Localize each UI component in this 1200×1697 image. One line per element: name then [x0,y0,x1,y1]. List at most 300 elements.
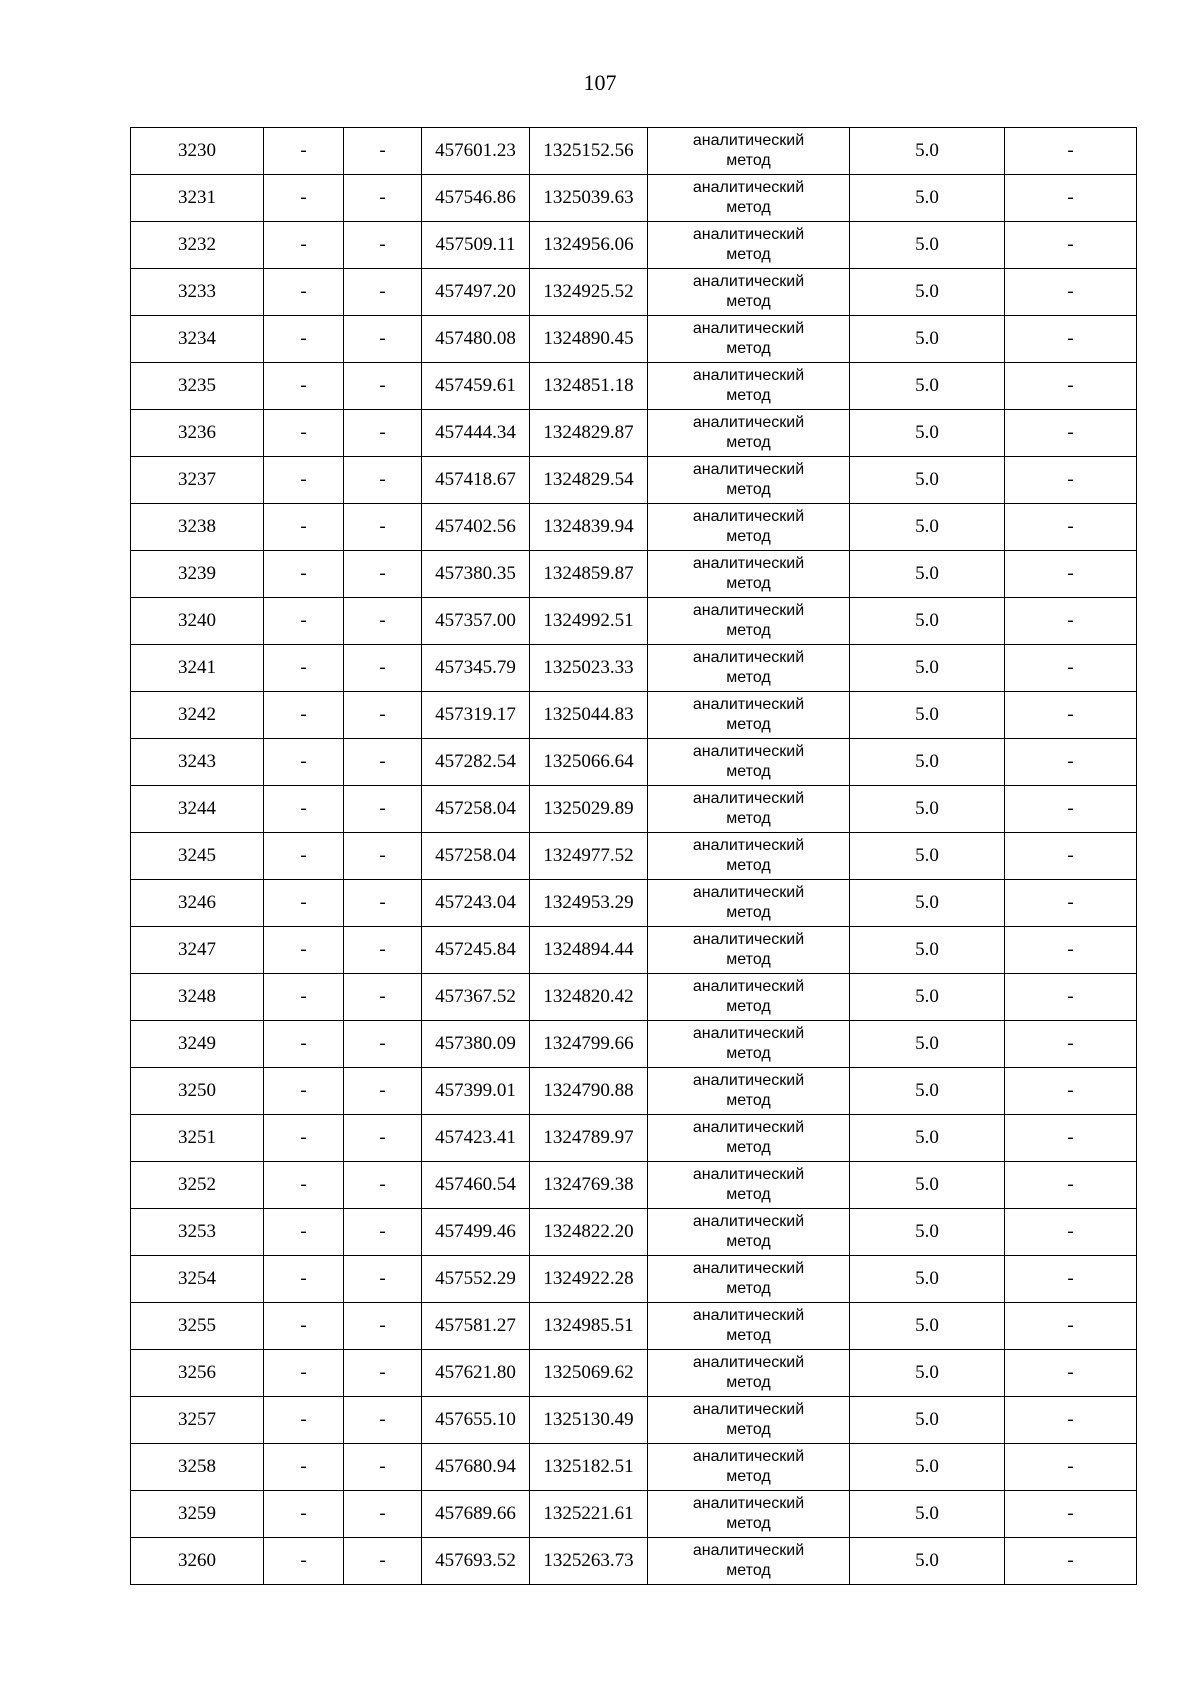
y-coordinate-cell: 1325221.61 [530,1491,648,1538]
table-row [131,1256,1137,1303]
table-row [131,363,1137,410]
note-cell: - [1005,1303,1137,1350]
method-line-2: метод [726,1515,771,1532]
table-row [131,410,1137,457]
table-row [131,1491,1137,1538]
method-line-1: аналитический [692,649,805,666]
point-number-cell: 3243 [131,739,264,786]
x-coordinate-cell: 457693.52 [422,1538,530,1585]
precision-cell: 5.0 [850,974,1005,1021]
note-cell: - [1005,1209,1137,1256]
x-coordinate-cell: 457367.52 [422,974,530,1021]
table-row [131,645,1137,692]
empty-column-2-cell: - [264,739,344,786]
method-line-2: метод [726,481,771,498]
method-line-2: метод [726,293,771,310]
empty-column-2-cell: - [264,1303,344,1350]
method-line-2: метод [726,434,771,451]
y-coordinate-cell: 1325130.49 [530,1397,648,1444]
note-cell: - [1005,551,1137,598]
x-coordinate-cell: 457380.09 [422,1021,530,1068]
method-line-2: метод [726,575,771,592]
method-line-2: метод [726,1139,771,1156]
precision-cell: 5.0 [850,457,1005,504]
method-cell [648,1209,850,1256]
point-number-cell: 3241 [131,645,264,692]
y-coordinate-cell: 1324829.54 [530,457,648,504]
precision-cell: 5.0 [850,410,1005,457]
empty-column-2-cell: - [264,175,344,222]
coordinates-table-body [131,128,1137,1585]
method-cell [648,692,850,739]
method-line-1: аналитический [692,508,805,525]
note-cell: - [1005,927,1137,974]
note-cell: - [1005,1350,1137,1397]
table-row [131,1209,1137,1256]
empty-column-3-cell: - [344,598,422,645]
empty-column-2-cell: - [264,1256,344,1303]
x-coordinate-cell: 457460.54 [422,1162,530,1209]
point-number-cell: 3254 [131,1256,264,1303]
y-coordinate-cell: 1324851.18 [530,363,648,410]
point-number-cell: 3249 [131,1021,264,1068]
method-line-1: аналитический [692,696,805,713]
method-line-1: аналитический [692,1119,805,1136]
note-cell: - [1005,1162,1137,1209]
method-cell [648,551,850,598]
precision-cell: 5.0 [850,833,1005,880]
table-row [131,786,1137,833]
method-cell [648,1491,850,1538]
method-cell [648,1115,850,1162]
x-coordinate-cell: 457380.35 [422,551,530,598]
empty-column-3-cell: - [344,269,422,316]
method-line-2: метод [726,340,771,357]
empty-column-2-cell: - [264,1068,344,1115]
method-cell [648,1397,850,1444]
table-row [131,598,1137,645]
method-line-1: аналитический [692,273,805,290]
note-cell: - [1005,692,1137,739]
x-coordinate-cell: 457480.08 [422,316,530,363]
y-coordinate-cell: 1324953.29 [530,880,648,927]
note-cell: - [1005,504,1137,551]
y-coordinate-cell: 1324925.52 [530,269,648,316]
method-cell [648,645,850,692]
point-number-cell: 3240 [131,598,264,645]
x-coordinate-cell: 457345.79 [422,645,530,692]
method-cell [648,1303,850,1350]
method-line-2: метод [726,1186,771,1203]
method-line-2: метод [726,1468,771,1485]
empty-column-3-cell: - [344,1491,422,1538]
y-coordinate-cell: 1324799.66 [530,1021,648,1068]
x-coordinate-cell: 457655.10 [422,1397,530,1444]
method-cell [648,222,850,269]
empty-column-2-cell: - [264,551,344,598]
method-cell [648,316,850,363]
empty-column-2-cell: - [264,269,344,316]
empty-column-2-cell: - [264,927,344,974]
empty-column-2-cell: - [264,128,344,175]
method-line-2: метод [726,622,771,639]
x-coordinate-cell: 457357.00 [422,598,530,645]
y-coordinate-cell: 1324992.51 [530,598,648,645]
point-number-cell: 3247 [131,927,264,974]
empty-column-3-cell: - [344,974,422,1021]
method-cell [648,269,850,316]
table-row [131,692,1137,739]
point-number-cell: 3251 [131,1115,264,1162]
method-line-2: метод [726,1374,771,1391]
x-coordinate-cell: 457546.86 [422,175,530,222]
note-cell: - [1005,1115,1137,1162]
precision-cell: 5.0 [850,1303,1005,1350]
precision-cell: 5.0 [850,1350,1005,1397]
note-cell: - [1005,1444,1137,1491]
note-cell: - [1005,1491,1137,1538]
precision-cell: 5.0 [850,128,1005,175]
precision-cell: 5.0 [850,1021,1005,1068]
method-line-1: аналитический [692,1354,805,1371]
point-number-cell: 3235 [131,363,264,410]
precision-cell: 5.0 [850,692,1005,739]
method-line-1: аналитический [692,790,805,807]
precision-cell: 5.0 [850,645,1005,692]
x-coordinate-cell: 457402.56 [422,504,530,551]
note-cell: - [1005,739,1137,786]
note-cell: - [1005,880,1137,927]
x-coordinate-cell: 457581.27 [422,1303,530,1350]
y-coordinate-cell: 1325066.64 [530,739,648,786]
table-row [131,1350,1137,1397]
empty-column-3-cell: - [344,1444,422,1491]
x-coordinate-cell: 457258.04 [422,833,530,880]
empty-column-2-cell: - [264,598,344,645]
method-line-1: аналитический [692,1166,805,1183]
method-line-1: аналитический [692,414,805,431]
empty-column-3-cell: - [344,504,422,551]
note-cell: - [1005,1021,1137,1068]
note-cell: - [1005,363,1137,410]
table-row [131,1397,1137,1444]
y-coordinate-cell: 1324822.20 [530,1209,648,1256]
method-cell [648,410,850,457]
empty-column-3-cell: - [344,1303,422,1350]
y-coordinate-cell: 1324985.51 [530,1303,648,1350]
point-number-cell: 3231 [131,175,264,222]
precision-cell: 5.0 [850,222,1005,269]
empty-column-3-cell: - [344,1115,422,1162]
precision-cell: 5.0 [850,1491,1005,1538]
method-line-1: аналитический [692,1213,805,1230]
method-line-2: метод [726,669,771,686]
method-line-1: аналитический [692,1401,805,1418]
method-cell [648,175,850,222]
empty-column-2-cell: - [264,692,344,739]
point-number-cell: 3257 [131,1397,264,1444]
method-line-1: аналитический [692,1542,805,1559]
table-row [131,1021,1137,1068]
x-coordinate-cell: 457497.20 [422,269,530,316]
empty-column-3-cell: - [344,786,422,833]
method-line-1: аналитический [692,461,805,478]
note-cell: - [1005,269,1137,316]
method-line-1: аналитический [692,1025,805,1042]
point-number-cell: 3242 [131,692,264,739]
method-cell [648,1444,850,1491]
method-line-2: метод [726,763,771,780]
point-number-cell: 3237 [131,457,264,504]
empty-column-2-cell: - [264,1491,344,1538]
y-coordinate-cell: 1324839.94 [530,504,648,551]
x-coordinate-cell: 457418.67 [422,457,530,504]
method-line-1: аналитический [692,226,805,243]
empty-column-3-cell: - [344,645,422,692]
empty-column-2-cell: - [264,363,344,410]
point-number-cell: 3250 [131,1068,264,1115]
table-row [131,1068,1137,1115]
x-coordinate-cell: 457399.01 [422,1068,530,1115]
note-cell: - [1005,316,1137,363]
note-cell: - [1005,457,1137,504]
point-number-cell: 3253 [131,1209,264,1256]
precision-cell: 5.0 [850,786,1005,833]
empty-column-3-cell: - [344,410,422,457]
x-coordinate-cell: 457282.54 [422,739,530,786]
table-row [131,833,1137,880]
precision-cell: 5.0 [850,504,1005,551]
method-line-1: аналитический [692,743,805,760]
table-row [131,504,1137,551]
note-cell: - [1005,175,1137,222]
method-line-2: метод [726,716,771,733]
point-number-cell: 3236 [131,410,264,457]
method-line-1: аналитический [692,1260,805,1277]
table-row [131,927,1137,974]
method-cell [648,833,850,880]
method-line-2: метод [726,199,771,216]
note-cell: - [1005,786,1137,833]
empty-column-2-cell: - [264,410,344,457]
empty-column-3-cell: - [344,833,422,880]
method-line-2: метод [726,1280,771,1297]
empty-column-3-cell: - [344,739,422,786]
point-number-cell: 3256 [131,1350,264,1397]
precision-cell: 5.0 [850,1444,1005,1491]
table-row [131,175,1137,222]
point-number-cell: 3255 [131,1303,264,1350]
x-coordinate-cell: 457680.94 [422,1444,530,1491]
empty-column-2-cell: - [264,974,344,1021]
y-coordinate-cell: 1324789.97 [530,1115,648,1162]
note-cell: - [1005,1256,1137,1303]
point-number-cell: 3246 [131,880,264,927]
y-coordinate-cell: 1324977.52 [530,833,648,880]
y-coordinate-cell: 1325069.62 [530,1350,648,1397]
empty-column-3-cell: - [344,1538,422,1585]
precision-cell: 5.0 [850,1538,1005,1585]
y-coordinate-cell: 1324922.28 [530,1256,648,1303]
method-line-2: метод [726,904,771,921]
table-row [131,128,1137,175]
method-cell [648,880,850,927]
empty-column-2-cell: - [264,222,344,269]
x-coordinate-cell: 457552.29 [422,1256,530,1303]
point-number-cell: 3238 [131,504,264,551]
note-cell: - [1005,833,1137,880]
table-row [131,457,1137,504]
note-cell: - [1005,645,1137,692]
precision-cell: 5.0 [850,1068,1005,1115]
point-number-cell: 3239 [131,551,264,598]
empty-column-3-cell: - [344,1350,422,1397]
y-coordinate-cell: 1325152.56 [530,128,648,175]
precision-cell: 5.0 [850,1256,1005,1303]
point-number-cell: 3252 [131,1162,264,1209]
method-cell [648,739,850,786]
empty-column-2-cell: - [264,1444,344,1491]
note-cell: - [1005,1068,1137,1115]
method-line-1: аналитический [692,931,805,948]
empty-column-3-cell: - [344,927,422,974]
empty-column-3-cell: - [344,222,422,269]
x-coordinate-cell: 457319.17 [422,692,530,739]
method-line-1: аналитический [692,1448,805,1465]
precision-cell: 5.0 [850,551,1005,598]
point-number-cell: 3260 [131,1538,264,1585]
point-number-cell: 3234 [131,316,264,363]
precision-cell: 5.0 [850,269,1005,316]
table-row [131,269,1137,316]
method-line-1: аналитический [692,367,805,384]
method-line-1: аналитический [692,1072,805,1089]
note-cell: - [1005,598,1137,645]
method-cell [648,1068,850,1115]
table-row [131,222,1137,269]
note-cell: - [1005,222,1137,269]
precision-cell: 5.0 [850,739,1005,786]
empty-column-2-cell: - [264,316,344,363]
x-coordinate-cell: 457243.04 [422,880,530,927]
method-cell [648,598,850,645]
method-line-2: метод [726,998,771,1015]
table-row [131,551,1137,598]
empty-column-3-cell: - [344,175,422,222]
precision-cell: 5.0 [850,880,1005,927]
empty-column-2-cell: - [264,504,344,551]
empty-column-2-cell: - [264,457,344,504]
table-row [131,974,1137,1021]
precision-cell: 5.0 [850,175,1005,222]
method-line-2: метод [726,152,771,169]
x-coordinate-cell: 457509.11 [422,222,530,269]
empty-column-3-cell: - [344,551,422,598]
method-line-2: метод [726,1233,771,1250]
empty-column-2-cell: - [264,1021,344,1068]
empty-column-2-cell: - [264,880,344,927]
method-line-2: метод [726,1562,771,1579]
empty-column-3-cell: - [344,1068,422,1115]
method-cell [648,457,850,504]
point-number-cell: 3259 [131,1491,264,1538]
method-line-1: аналитический [692,978,805,995]
point-number-cell: 3244 [131,786,264,833]
table-row [131,739,1137,786]
empty-column-3-cell: - [344,316,422,363]
method-line-2: метод [726,528,771,545]
point-number-cell: 3258 [131,1444,264,1491]
x-coordinate-cell: 457444.34 [422,410,530,457]
empty-column-2-cell: - [264,833,344,880]
x-coordinate-cell: 457459.61 [422,363,530,410]
empty-column-3-cell: - [344,128,422,175]
precision-cell: 5.0 [850,927,1005,974]
note-cell: - [1005,410,1137,457]
precision-cell: 5.0 [850,316,1005,363]
method-cell [648,1256,850,1303]
y-coordinate-cell: 1325029.89 [530,786,648,833]
method-line-2: метод [726,1045,771,1062]
method-cell [648,927,850,974]
method-line-2: метод [726,810,771,827]
y-coordinate-cell: 1324894.44 [530,927,648,974]
method-cell [648,786,850,833]
x-coordinate-cell: 457258.04 [422,786,530,833]
point-number-cell: 3248 [131,974,264,1021]
precision-cell: 5.0 [850,363,1005,410]
y-coordinate-cell: 1324769.38 [530,1162,648,1209]
empty-column-3-cell: - [344,363,422,410]
point-number-cell: 3232 [131,222,264,269]
method-line-1: аналитический [692,320,805,337]
empty-column-3-cell: - [344,1256,422,1303]
note-cell: - [1005,128,1137,175]
y-coordinate-cell: 1324890.45 [530,316,648,363]
y-coordinate-cell: 1324956.06 [530,222,648,269]
x-coordinate-cell: 457423.41 [422,1115,530,1162]
method-cell [648,1350,850,1397]
x-coordinate-cell: 457499.46 [422,1209,530,1256]
x-coordinate-cell: 457621.80 [422,1350,530,1397]
empty-column-2-cell: - [264,1538,344,1585]
point-number-cell: 3230 [131,128,264,175]
y-coordinate-cell: 1324829.87 [530,410,648,457]
y-coordinate-cell: 1325044.83 [530,692,648,739]
table-row [131,1115,1137,1162]
method-line-2: метод [726,1421,771,1438]
method-cell [648,504,850,551]
empty-column-3-cell: - [344,457,422,504]
empty-column-2-cell: - [264,1209,344,1256]
empty-column-2-cell: - [264,1162,344,1209]
y-coordinate-cell: 1325263.73 [530,1538,648,1585]
precision-cell: 5.0 [850,1209,1005,1256]
method-line-2: метод [726,951,771,968]
table-row [131,1303,1137,1350]
point-number-cell: 3245 [131,833,264,880]
empty-column-3-cell: - [344,880,422,927]
method-line-1: аналитический [692,837,805,854]
method-line-2: метод [726,1092,771,1109]
page-number: 107 [583,70,617,95]
coordinates-table [130,127,1137,1585]
empty-column-2-cell: - [264,1115,344,1162]
note-cell: - [1005,974,1137,1021]
table-row [131,316,1137,363]
method-cell [648,1538,850,1585]
precision-cell: 5.0 [850,1115,1005,1162]
